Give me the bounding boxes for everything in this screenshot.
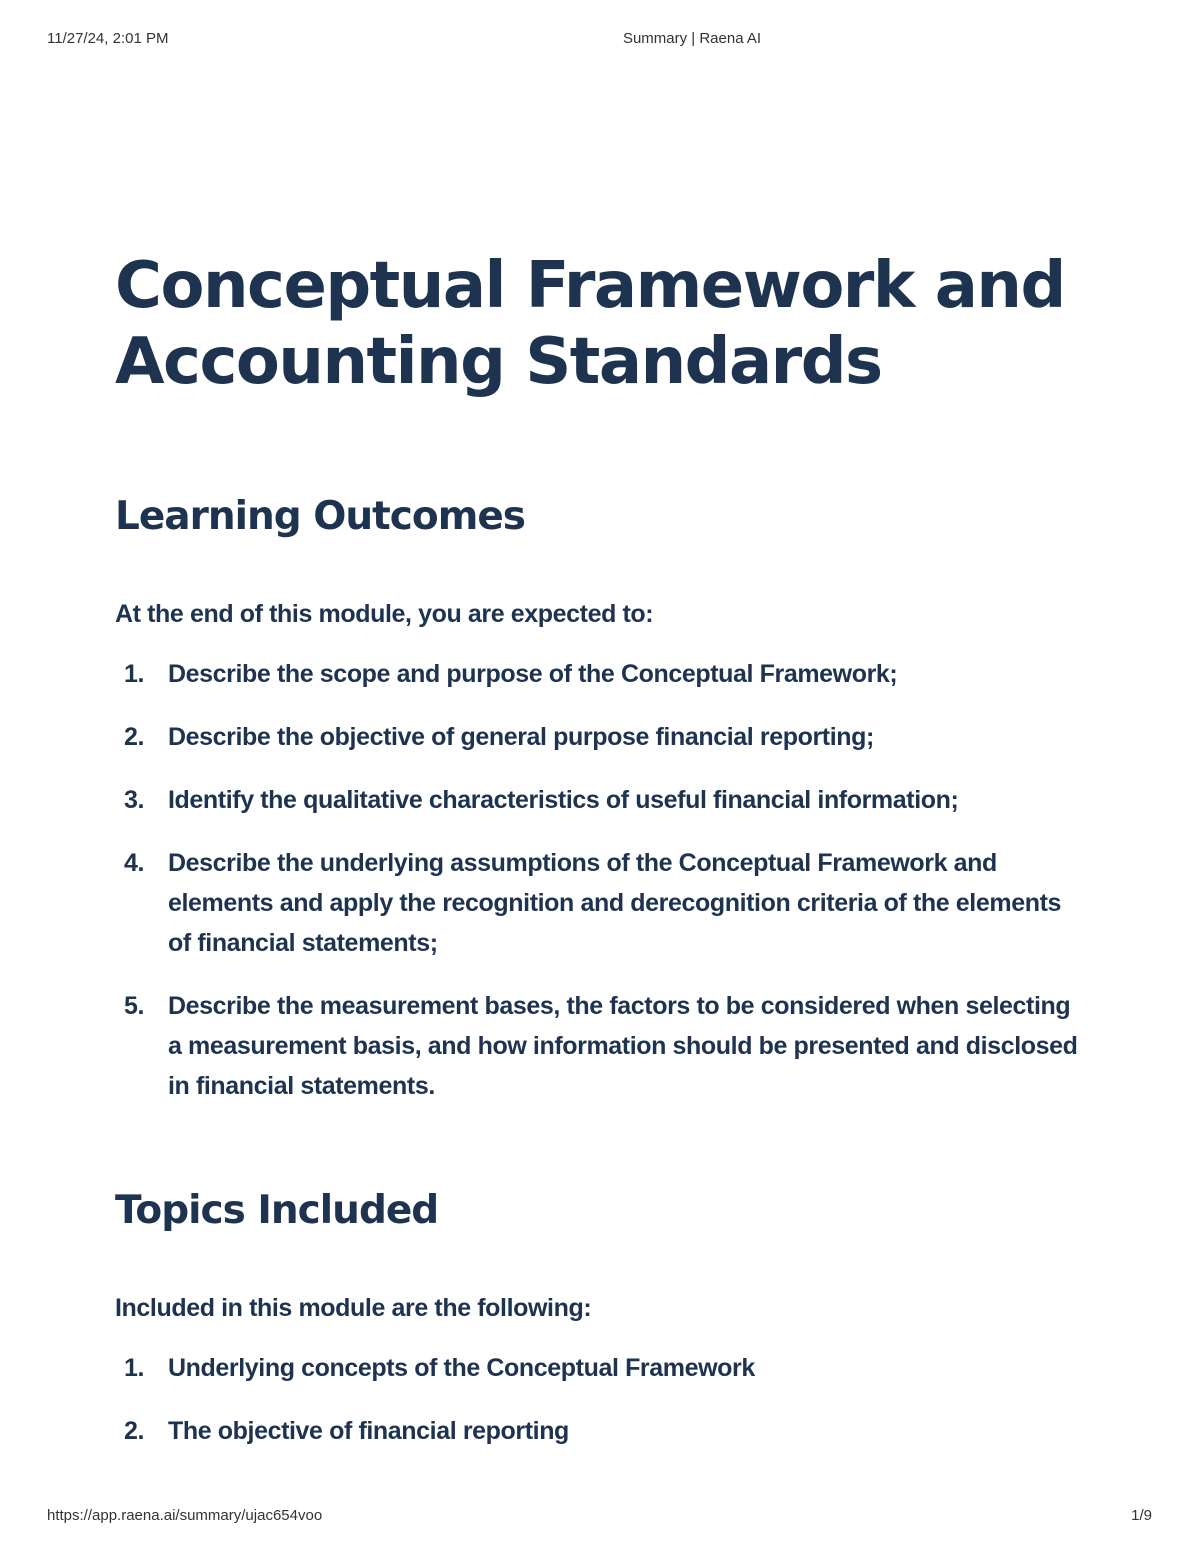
list-item — [115, 986, 1085, 1106]
list-item-number: 3. — [124, 786, 145, 814]
learning-outcomes-intro: At the end of this module, you are expected to: — [115, 600, 654, 628]
list-item-text: Describe the objective of general purpose financial reporting; — [168, 723, 874, 751]
list-item — [115, 1411, 1085, 1451]
print-url: https://app.raena.ai/summary/ujac654voo — [47, 1507, 323, 1524]
print-header — [0, 30, 1200, 50]
list-item — [115, 843, 1085, 963]
list-item-number: 1. — [124, 660, 145, 688]
list-item — [115, 1348, 1085, 1388]
list-item-number: 1. — [124, 1354, 145, 1382]
list-item-text: Describe the underlying assumptions of the Conceptual Framework and elements and apply the recognition and derecognition criteria of the elements of financial statements; — [168, 849, 1061, 957]
list-item-number: 2. — [124, 1417, 145, 1445]
document-title: Conceptual Framework and Accounting Standards — [115, 249, 1065, 399]
list-item-text: Identify the qualitative characteristics of useful financial information; — [168, 786, 959, 814]
print-footer — [0, 1507, 1200, 1527]
topics-included-heading: Topics Included — [115, 1188, 439, 1233]
list-item — [115, 654, 1085, 694]
list-item-text: Underlying concepts of the Conceptual Framework — [168, 1354, 755, 1382]
list-item-text: The objective of financial reporting — [168, 1417, 569, 1445]
list-item-number: 5. — [124, 992, 145, 1020]
print-page-title: Summary | Raena AI — [622, 30, 762, 47]
page-number: 1/9 — [1131, 1507, 1152, 1524]
list-item-text: Describe the measurement bases, the factors to be considered when selecting a measurement basis, and how information should be presented and disclosed in financial statements. — [168, 992, 1078, 1100]
topics-included-list — [115, 1348, 1085, 1451]
list-item — [115, 780, 1085, 820]
learning-outcomes-list — [115, 654, 1085, 1106]
list-item-number: 2. — [124, 723, 145, 751]
print-date: 11/27/24, 2:01 PM — [47, 30, 169, 47]
document-content — [115, 248, 1085, 1474]
topics-included-intro: Included in this module are the following: — [115, 1294, 592, 1322]
list-item-text: Describe the scope and purpose of the Conceptual Framework; — [168, 660, 898, 688]
list-item-number: 4. — [124, 849, 145, 877]
learning-outcomes-heading: Learning Outcomes — [115, 494, 526, 539]
list-item — [115, 717, 1085, 757]
